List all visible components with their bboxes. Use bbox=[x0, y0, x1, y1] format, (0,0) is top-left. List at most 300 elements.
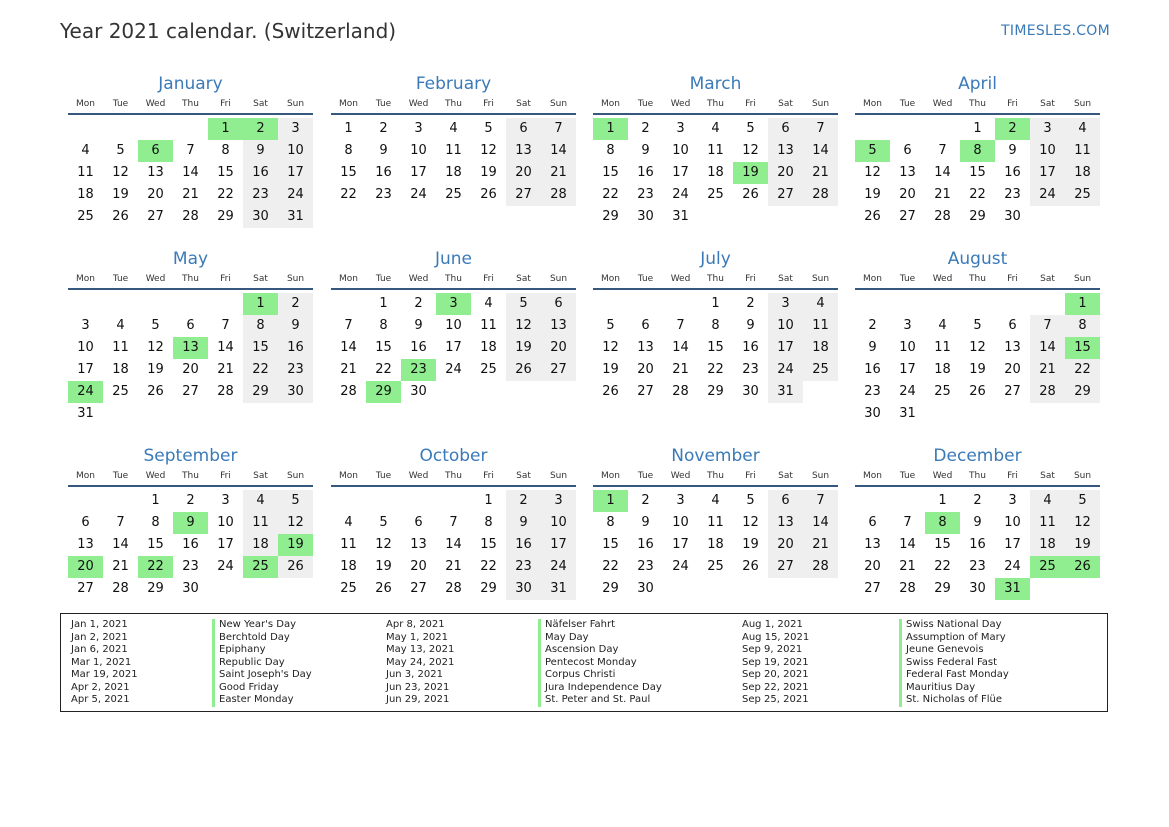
day-cell: 16 bbox=[506, 534, 541, 556]
day-cell: 13 bbox=[768, 512, 803, 534]
legend-date: Apr 2, 2021 bbox=[71, 681, 130, 693]
empty-cell bbox=[960, 293, 995, 315]
weekday-label: Thu bbox=[707, 99, 724, 109]
month-july bbox=[593, 247, 838, 403]
day-cell: 23 bbox=[375, 187, 392, 202]
legend-date: Jan 1, 2021 bbox=[71, 619, 128, 630]
day-cell: 10 bbox=[217, 515, 234, 530]
day-cell: 16 bbox=[243, 162, 278, 184]
weekday-label: Mon bbox=[339, 471, 358, 481]
day-cell: 22 bbox=[217, 187, 234, 202]
day-cell: 21 bbox=[445, 559, 462, 574]
empty-cell bbox=[995, 293, 1030, 315]
day-cell: 30 bbox=[864, 406, 881, 421]
day-cell: 25 bbox=[112, 384, 129, 399]
day-cell: 23 bbox=[243, 184, 278, 206]
weekday-label: Sun bbox=[286, 99, 305, 109]
day-cell: 18 bbox=[707, 165, 724, 180]
day-cell: 3 bbox=[1030, 118, 1065, 140]
day-cell: 15 bbox=[340, 165, 357, 180]
day-cell: 3 bbox=[541, 490, 576, 512]
day-cell: 28 bbox=[445, 581, 462, 596]
day-cell: 5 bbox=[484, 121, 493, 136]
day-cell: 17 bbox=[217, 537, 234, 552]
month-april bbox=[855, 72, 1100, 228]
weekday-label: Wed bbox=[932, 274, 953, 284]
empty-cell bbox=[331, 490, 366, 512]
month-name: September bbox=[143, 446, 238, 466]
day-cell: 21 bbox=[803, 162, 838, 184]
weekday-label: Sun bbox=[286, 274, 305, 284]
day-cell: 17 bbox=[768, 337, 803, 359]
day-cell: 16 bbox=[969, 537, 986, 552]
day-cell: 30 bbox=[637, 581, 654, 596]
day-cell: 31 bbox=[541, 578, 576, 600]
weekday-header bbox=[68, 468, 313, 487]
day-cell: 19 bbox=[112, 187, 129, 202]
legend-holiday-name: Swiss National Day bbox=[906, 619, 1002, 630]
day-cell: 29 bbox=[1065, 381, 1100, 403]
day-cell: 23 bbox=[278, 359, 313, 381]
day-cell: 1 bbox=[344, 121, 353, 136]
month-name: March bbox=[689, 74, 742, 94]
weekday-label: Thu bbox=[969, 99, 986, 109]
weekday-header bbox=[331, 468, 576, 487]
day-cell: 21 bbox=[803, 534, 838, 556]
day-cell: 7 bbox=[344, 318, 353, 333]
day-cell: 6 bbox=[541, 293, 576, 315]
day-cell: 27 bbox=[1004, 384, 1021, 399]
empty-cell bbox=[103, 293, 138, 315]
day-grid bbox=[331, 490, 576, 600]
holiday-day-cell: 8 bbox=[960, 140, 995, 162]
legend-holiday-name: Näfelser Fahrt bbox=[545, 619, 616, 630]
day-cell: 10 bbox=[278, 140, 313, 162]
day-cell: 21 bbox=[112, 559, 129, 574]
day-cell: 6 bbox=[186, 318, 195, 333]
day-cell: 27 bbox=[182, 384, 199, 399]
holiday-day-cell: 31 bbox=[995, 578, 1030, 600]
day-cell: 14 bbox=[217, 340, 234, 355]
weekday-label: Fri bbox=[1007, 471, 1018, 481]
day-cell: 14 bbox=[445, 537, 462, 552]
day-cell: 26 bbox=[278, 556, 313, 578]
day-cell: 11 bbox=[340, 537, 357, 552]
weekday-label: Fri bbox=[220, 274, 231, 284]
day-cell: 28 bbox=[934, 209, 951, 224]
day-cell: 15 bbox=[602, 537, 619, 552]
legend-holiday-name: Pentecost Monday bbox=[545, 656, 637, 668]
day-cell: 26 bbox=[375, 581, 392, 596]
day-cell: 18 bbox=[445, 165, 462, 180]
weekday-label: Tue bbox=[899, 274, 916, 284]
weekday-label: Sun bbox=[1073, 274, 1092, 284]
day-cell: 10 bbox=[77, 340, 94, 355]
day-grid bbox=[593, 293, 838, 403]
empty-cell bbox=[366, 490, 401, 512]
day-cell: 29 bbox=[480, 581, 497, 596]
day-cell: 27 bbox=[864, 581, 881, 596]
legend-name-column bbox=[212, 619, 312, 707]
day-cell: 24 bbox=[768, 359, 803, 381]
day-cell: 16 bbox=[1004, 165, 1021, 180]
day-cell: 17 bbox=[672, 165, 689, 180]
day-cell: 8 bbox=[484, 515, 493, 530]
weekday-label: Tue bbox=[637, 274, 654, 284]
day-cell: 2 bbox=[973, 493, 982, 508]
weekday-label: Wed bbox=[670, 274, 691, 284]
day-cell: 29 bbox=[147, 581, 164, 596]
weekday-label: Sun bbox=[549, 471, 568, 481]
day-cell: 18 bbox=[1030, 534, 1065, 556]
day-cell: 29 bbox=[217, 209, 234, 224]
day-cell: 27 bbox=[77, 581, 94, 596]
holiday-day-cell: 1 bbox=[593, 490, 628, 512]
day-cell: 29 bbox=[602, 581, 619, 596]
weekday-label: Wed bbox=[932, 99, 953, 109]
day-cell: 3 bbox=[414, 121, 423, 136]
weekday-label: Tue bbox=[899, 99, 916, 109]
legend-date: Sep 22, 2021 bbox=[742, 681, 809, 693]
legend-date: Jun 23, 2021 bbox=[386, 681, 450, 693]
weekday-label: Tue bbox=[112, 274, 129, 284]
weekday-label: Mon bbox=[76, 99, 95, 109]
day-cell: 15 bbox=[480, 537, 497, 552]
holiday-day-cell: 15 bbox=[1065, 337, 1100, 359]
day-cell: 15 bbox=[243, 337, 278, 359]
day-cell: 9 bbox=[379, 143, 388, 158]
day-cell: 8 bbox=[344, 143, 353, 158]
day-grid bbox=[593, 490, 838, 600]
weekday-label: Wed bbox=[670, 99, 691, 109]
day-cell: 20 bbox=[899, 187, 916, 202]
day-cell: 14 bbox=[899, 537, 916, 552]
month-name: June bbox=[434, 249, 473, 269]
day-cell: 12 bbox=[147, 340, 164, 355]
day-cell: 23 bbox=[1004, 187, 1021, 202]
day-cell: 15 bbox=[969, 165, 986, 180]
day-cell: 4 bbox=[1030, 490, 1065, 512]
month-name: November bbox=[671, 446, 760, 466]
day-cell: 27 bbox=[506, 184, 541, 206]
legend-holiday-name: May Day bbox=[545, 631, 589, 643]
day-cell: 24 bbox=[278, 184, 313, 206]
weekday-label: Wed bbox=[932, 471, 953, 481]
holiday-day-cell: 19 bbox=[278, 534, 313, 556]
day-cell: 18 bbox=[1065, 162, 1100, 184]
weekday-label: Sat bbox=[1040, 99, 1055, 109]
day-cell: 2 bbox=[746, 296, 755, 311]
day-cell: 21 bbox=[182, 187, 199, 202]
day-cell: 7 bbox=[676, 318, 685, 333]
day-cell: 3 bbox=[676, 493, 685, 508]
day-cell: 6 bbox=[903, 143, 912, 158]
day-cell: 28 bbox=[1030, 381, 1065, 403]
month-december bbox=[855, 444, 1100, 600]
day-cell: 11 bbox=[77, 165, 94, 180]
day-cell: 17 bbox=[1030, 162, 1065, 184]
day-cell: 22 bbox=[480, 559, 497, 574]
empty-cell bbox=[208, 293, 243, 315]
day-cell: 9 bbox=[506, 512, 541, 534]
weekday-label: Sat bbox=[778, 274, 793, 284]
day-cell: 25 bbox=[707, 559, 724, 574]
day-cell: 28 bbox=[803, 556, 838, 578]
day-cell: 3 bbox=[1008, 493, 1017, 508]
legend-date: Jan 6, 2021 bbox=[71, 644, 128, 655]
day-cell: 1 bbox=[973, 121, 982, 136]
day-cell: 8 bbox=[1065, 315, 1100, 337]
day-cell: 7 bbox=[116, 515, 125, 530]
day-cell: 27 bbox=[899, 209, 916, 224]
weekday-label: Thu bbox=[182, 99, 199, 109]
holiday-day-cell: 26 bbox=[1065, 556, 1100, 578]
day-cell: 5 bbox=[151, 318, 160, 333]
day-cell: 10 bbox=[899, 340, 916, 355]
weekday-header bbox=[331, 96, 576, 115]
holiday-day-cell: 1 bbox=[1065, 293, 1100, 315]
day-cell: 26 bbox=[742, 187, 759, 202]
legend-holiday-name: New Year's Day bbox=[219, 619, 297, 630]
day-cell: 1 bbox=[484, 493, 493, 508]
day-cell: 13 bbox=[147, 165, 164, 180]
day-cell: 12 bbox=[864, 165, 881, 180]
holiday-day-cell: 1 bbox=[208, 118, 243, 140]
day-cell: 2 bbox=[414, 296, 423, 311]
day-cell: 9 bbox=[1008, 143, 1017, 158]
day-cell: 7 bbox=[449, 515, 458, 530]
weekday-label: Thu bbox=[445, 99, 462, 109]
day-cell: 12 bbox=[742, 143, 759, 158]
day-cell: 2 bbox=[506, 490, 541, 512]
empty-cell bbox=[1030, 293, 1065, 315]
day-cell: 22 bbox=[602, 187, 619, 202]
empty-cell bbox=[925, 293, 960, 315]
day-grid bbox=[855, 118, 1100, 228]
legend-date: Mar 19, 2021 bbox=[71, 669, 138, 680]
day-cell: 13 bbox=[506, 140, 541, 162]
day-cell: 16 bbox=[637, 537, 654, 552]
weekday-header bbox=[593, 96, 838, 115]
empty-cell bbox=[138, 293, 173, 315]
month-name: April bbox=[958, 74, 997, 94]
legend-date: Apr 5, 2021 bbox=[71, 694, 130, 705]
holiday-day-cell: 25 bbox=[243, 556, 278, 578]
empty-cell bbox=[68, 118, 103, 140]
weekday-label: Thu bbox=[182, 274, 199, 284]
day-cell: 18 bbox=[803, 337, 838, 359]
day-cell: 5 bbox=[973, 318, 982, 333]
legend-holiday-name: Jeune Genevois bbox=[906, 644, 984, 655]
day-cell: 22 bbox=[243, 359, 278, 381]
weekday-label: Tue bbox=[899, 471, 916, 481]
weekday-label: Thu bbox=[969, 274, 986, 284]
weekday-label: Fri bbox=[1007, 274, 1018, 284]
day-cell: 17 bbox=[672, 537, 689, 552]
month-september bbox=[68, 444, 313, 600]
day-cell: 21 bbox=[672, 362, 689, 377]
weekday-label: Sat bbox=[778, 471, 793, 481]
weekday-label: Sat bbox=[253, 274, 268, 284]
day-cell: 16 bbox=[182, 537, 199, 552]
day-cell: 7 bbox=[803, 118, 838, 140]
day-cell: 11 bbox=[445, 143, 462, 158]
month-name: August bbox=[947, 249, 1008, 269]
legend-name-column bbox=[538, 619, 662, 707]
legend-holiday-name: Saint Joseph's Day bbox=[219, 669, 312, 680]
day-cell: 2 bbox=[379, 121, 388, 136]
weekday-header bbox=[68, 271, 313, 290]
legend-holiday-name: Good Friday bbox=[219, 681, 279, 693]
day-cell: 10 bbox=[410, 143, 427, 158]
day-cell: 28 bbox=[182, 209, 199, 224]
day-cell: 17 bbox=[445, 340, 462, 355]
day-cell: 26 bbox=[969, 384, 986, 399]
day-cell: 19 bbox=[480, 165, 497, 180]
month-name: January bbox=[158, 74, 223, 94]
day-cell: 8 bbox=[606, 515, 615, 530]
day-cell: 25 bbox=[803, 359, 838, 381]
legend-date: Jan 2, 2021 bbox=[71, 631, 128, 643]
day-cell: 21 bbox=[217, 362, 234, 377]
day-cell: 10 bbox=[672, 515, 689, 530]
day-cell: 25 bbox=[340, 581, 357, 596]
day-cell: 4 bbox=[449, 121, 458, 136]
day-cell: 12 bbox=[506, 315, 541, 337]
day-cell: 4 bbox=[344, 515, 353, 530]
weekday-label: Sat bbox=[1040, 274, 1055, 284]
day-cell: 17 bbox=[410, 165, 427, 180]
day-cell: 25 bbox=[1065, 184, 1100, 206]
day-cell: 26 bbox=[147, 384, 164, 399]
month-february bbox=[331, 72, 576, 206]
day-cell: 9 bbox=[868, 340, 877, 355]
day-cell: 19 bbox=[742, 537, 759, 552]
day-grid bbox=[331, 118, 576, 206]
weekday-label: Fri bbox=[1007, 99, 1018, 109]
day-cell: 24 bbox=[899, 384, 916, 399]
day-cell: 24 bbox=[217, 559, 234, 574]
day-cell: 19 bbox=[602, 362, 619, 377]
legend-date-column bbox=[386, 619, 454, 707]
day-cell: 27 bbox=[147, 209, 164, 224]
legend-holiday-name: Corpus Christi bbox=[545, 669, 616, 680]
day-cell: 4 bbox=[803, 293, 838, 315]
day-cell: 25 bbox=[445, 187, 462, 202]
day-cell: 4 bbox=[484, 296, 493, 311]
day-cell: 17 bbox=[1004, 537, 1021, 552]
weekday-label: Mon bbox=[863, 99, 882, 109]
weekday-label: Mon bbox=[863, 471, 882, 481]
day-cell: 16 bbox=[375, 165, 392, 180]
holiday-day-cell: 13 bbox=[173, 337, 208, 359]
day-grid bbox=[855, 293, 1100, 425]
day-cell: 4 bbox=[1065, 118, 1100, 140]
day-cell: 11 bbox=[707, 143, 724, 158]
holiday-legend bbox=[60, 613, 1108, 712]
day-cell: 28 bbox=[112, 581, 129, 596]
day-cell: 29 bbox=[707, 384, 724, 399]
day-grid bbox=[68, 118, 313, 228]
day-cell: 31 bbox=[899, 406, 916, 421]
legend-date: Sep 25, 2021 bbox=[742, 694, 809, 705]
weekday-header bbox=[593, 468, 838, 487]
empty-cell bbox=[401, 490, 436, 512]
holiday-day-cell: 25 bbox=[1030, 556, 1065, 578]
day-cell: 1 bbox=[711, 296, 720, 311]
day-cell: 17 bbox=[541, 534, 576, 556]
day-cell: 20 bbox=[182, 362, 199, 377]
day-cell: 30 bbox=[278, 381, 313, 403]
day-cell: 4 bbox=[81, 143, 90, 158]
day-cell: 8 bbox=[711, 318, 720, 333]
day-cell: 10 bbox=[672, 143, 689, 158]
weekday-label: Fri bbox=[483, 99, 494, 109]
day-cell: 14 bbox=[182, 165, 199, 180]
day-cell: 24 bbox=[672, 187, 689, 202]
day-cell: 15 bbox=[147, 537, 164, 552]
day-cell: 19 bbox=[375, 559, 392, 574]
day-cell: 13 bbox=[77, 537, 94, 552]
empty-cell bbox=[331, 293, 366, 315]
day-cell: 31 bbox=[278, 206, 313, 228]
day-cell: 9 bbox=[641, 515, 650, 530]
weekday-header bbox=[331, 271, 576, 290]
day-cell: 24 bbox=[1004, 559, 1021, 574]
weekday-label: Sat bbox=[253, 471, 268, 481]
day-cell: 30 bbox=[742, 384, 759, 399]
day-cell: 12 bbox=[1065, 512, 1100, 534]
empty-cell bbox=[173, 118, 208, 140]
weekday-label: Mon bbox=[76, 274, 95, 284]
day-cell: 22 bbox=[707, 362, 724, 377]
day-cell: 17 bbox=[77, 362, 94, 377]
page-title: Year 2021 calendar. (Switzerland) bbox=[60, 19, 397, 43]
holiday-day-cell: 1 bbox=[243, 293, 278, 315]
weekday-label: Sun bbox=[811, 471, 830, 481]
legend-name-column bbox=[899, 619, 1009, 707]
weekday-label: Wed bbox=[408, 471, 429, 481]
legend-holiday-name: Mauritius Day bbox=[906, 681, 976, 693]
empty-cell bbox=[103, 118, 138, 140]
day-cell: 13 bbox=[864, 537, 881, 552]
day-cell: 19 bbox=[864, 187, 881, 202]
day-cell: 11 bbox=[707, 515, 724, 530]
holiday-day-cell: 6 bbox=[138, 140, 173, 162]
day-cell: 5 bbox=[379, 515, 388, 530]
site-link[interactable]: TIMESLES.COM bbox=[1001, 23, 1110, 39]
month-october bbox=[331, 444, 576, 600]
weekday-label: Sun bbox=[1073, 471, 1092, 481]
weekday-label: Tue bbox=[637, 99, 654, 109]
day-cell: 13 bbox=[899, 165, 916, 180]
day-cell: 29 bbox=[243, 381, 278, 403]
day-cell: 30 bbox=[637, 209, 654, 224]
day-cell: 18 bbox=[934, 362, 951, 377]
month-june bbox=[331, 247, 576, 403]
day-cell: 9 bbox=[278, 315, 313, 337]
holiday-day-cell: 8 bbox=[925, 512, 960, 534]
month-august bbox=[855, 247, 1100, 425]
day-cell: 26 bbox=[506, 359, 541, 381]
empty-cell bbox=[925, 118, 960, 140]
weekday-label: Sat bbox=[516, 471, 531, 481]
legend-holiday-name: Jura Independence Day bbox=[545, 681, 662, 693]
day-cell: 23 bbox=[506, 556, 541, 578]
day-cell: 14 bbox=[541, 140, 576, 162]
legend-holiday-name: Easter Monday bbox=[219, 694, 294, 705]
weekday-label: Sat bbox=[1040, 471, 1055, 481]
